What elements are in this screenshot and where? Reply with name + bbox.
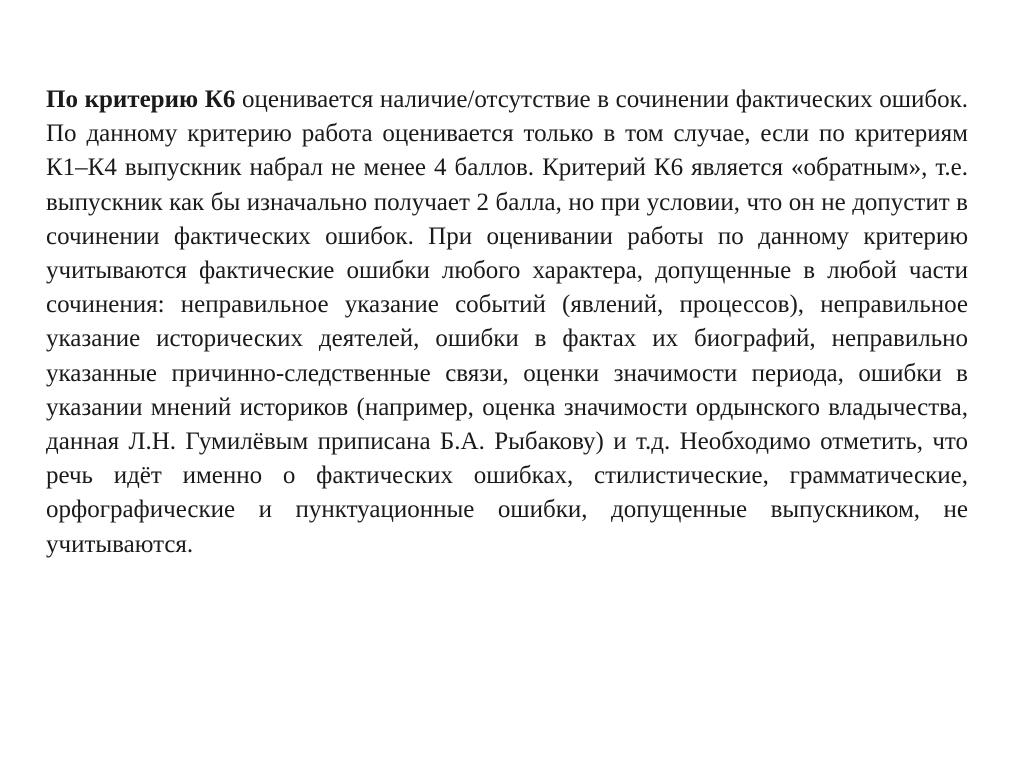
criterion-k6-paragraph [46, 83, 968, 562]
paragraph-lead: По критерию К6 [46, 86, 236, 113]
paragraph-body: оценивается наличие/отсутствие в сочинении фактических ошибок. По данному критерию работа оценивается только в том случае, если по критериям К1–К4 выпускник набрал не менее 4 баллов. Критерий К6 является «обратным», т.е. выпускник как бы изначально получает 2 балла, но при условии, что он не допустит в сочинении фактических ошибок. При оценивании работы по данному критерию учитываются фактические ошибки любого характера, допущенные в любой части сочинения: неправильное указание событий (явлений, процессов), неправильное указание исторических деятелей, ошибки в фактах их биографий, неправильно указанные причинно-следственные связи, оценки значимости периода, ошибки в указании мнений историков (например, оценка значимости ордынского владычества, данная Л.Н. Гумилёвым приписана Б.А. Рыбакову) и т.д. Необходимо отметить, что речь идёт именно о фактических ошибках, стилистические, грамматические, орфографические и пунктуационные ошибки, допущенные выпускником, не учитываются. [46, 86, 968, 558]
